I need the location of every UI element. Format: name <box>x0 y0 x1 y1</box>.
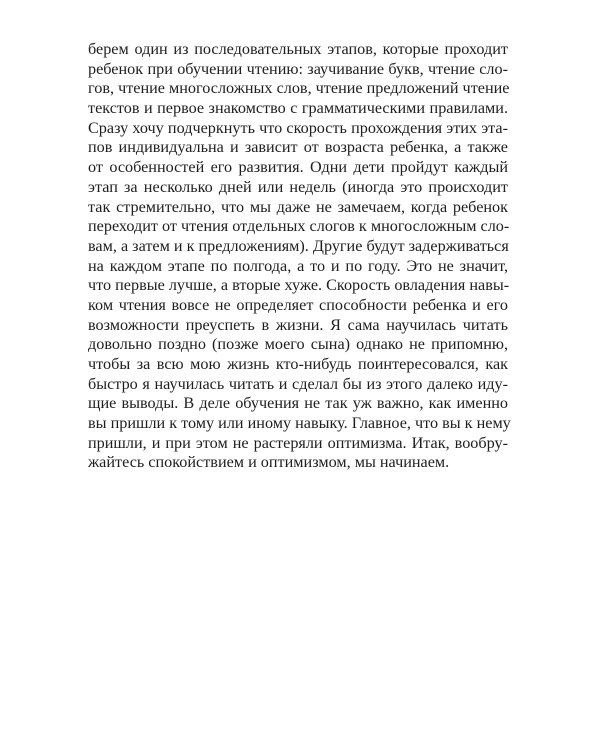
text-line: вы пришли к тому или иному навыку. Главное, что вы к нему <box>88 414 511 433</box>
text-line: ребенок при обучении чтению: заучивание букв, чтение сло- <box>88 59 508 78</box>
text-line: быстро я научилась читать и сделал бы из этого далеко иду- <box>88 374 508 393</box>
text-line: на каждом этапе по полгода, а то и по году. Это не значит, <box>88 256 508 275</box>
text-line: текстов и первое знакомство с грамматическими правилами. <box>88 99 508 118</box>
text-line: жайтесь спокойствием и оптимизмом, мы начинаем. <box>88 453 450 472</box>
text-line: вам, а затем и к предложениям). Другие будут задерживаться <box>88 236 509 255</box>
text-line: этап за несколько дней или недель (иногда это происходит <box>88 177 508 196</box>
text-line: щие выводы. В деле обучения не так уж важно, как именно <box>88 394 508 413</box>
text-line: гов, чтение многосложных слов, чтение предложений чтение <box>88 79 510 98</box>
text-line: от особенностей его развития. Одни дети пройдут каждый <box>88 158 508 177</box>
text-line: пришли, и при этом не растеряли оптимизма. Итак, вообру- <box>88 433 508 452</box>
text-line: что первые лучше, а вторые хуже. Скорость овладения навы- <box>88 276 510 295</box>
body-paragraph <box>88 40 511 473</box>
text-line: берем один из последовательных этапов, которые проходит <box>88 40 508 58</box>
text-line: довольно поздно (позже моего сына) однако не припомню, <box>88 335 508 354</box>
text-line: так стремительно, что мы даже не замечаем, когда ребенок <box>88 197 508 216</box>
text-line: переходит от чтения отдельных слогов к многосложным сло- <box>88 217 510 236</box>
text-line: ком чтения вовсе не определяет способности ребенка и его <box>88 295 508 314</box>
text-line: Сразу хочу подчеркнуть что скорость прохождения этих эта- <box>88 118 508 137</box>
text-line: пов индивидуальна и зависит от возраста ребенка, а также <box>88 138 508 157</box>
text-line: возможности преуспеть в жизни. Я сама научилась читать <box>88 315 508 334</box>
text-line: чтобы за всю мою жизнь кто-нибудь поинтересовался, как <box>88 355 508 373</box>
